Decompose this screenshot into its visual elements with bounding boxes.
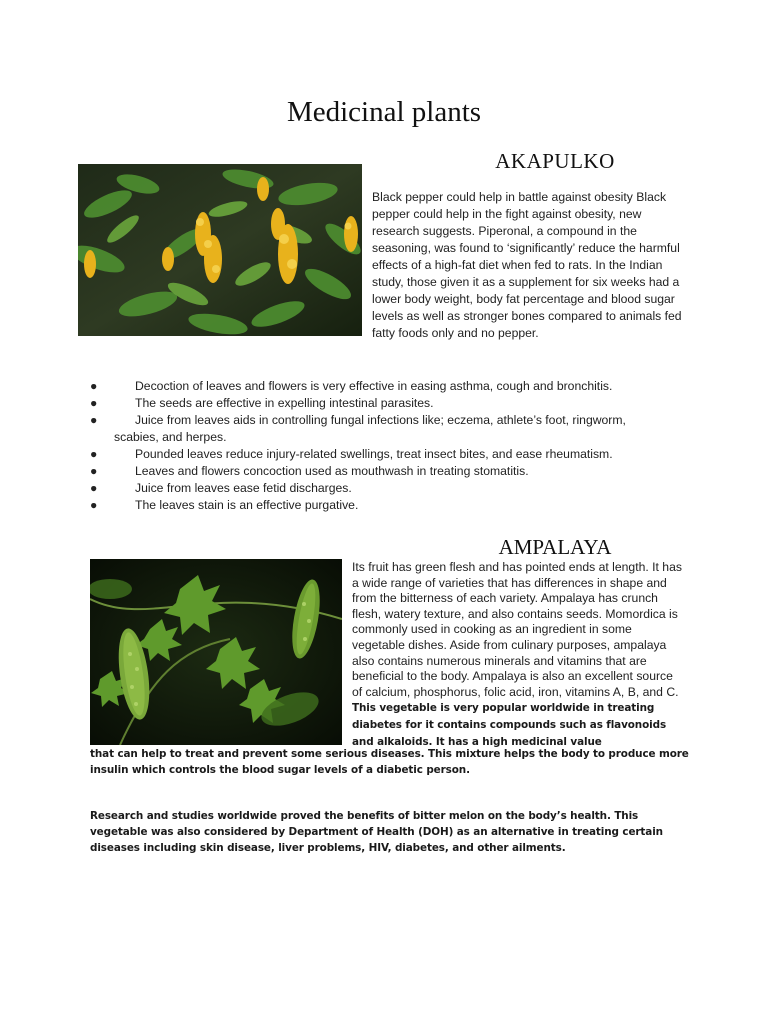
- list-item-continuation: scabies, and herpes.: [114, 430, 227, 444]
- ampalaya-plant-illustration: [90, 559, 342, 745]
- bullet-icon: ●: [90, 447, 98, 461]
- akapulko-description: Black pepper could help in battle against obesity Black pepper could help in the fight against obesity, new research suggests. Piperonal, a compound in the seasoning, was found to ‘significantly’ reduce the harmful effects of a high-fat diet when fed to rats. In the Indian study, those given it as a supplement for six weeks had a lower body weight, body fat percentage and blood sugar levels as well as stronger bones compared to animals fed fatty foods only and no pepper.: [372, 190, 682, 340]
- ampalaya-photo: [90, 559, 342, 745]
- ampalaya-research-paragraph: Research and studies worldwide proved the benefits of bitter melon on the body’s health. This vegetable was also considered by Department of Health (DOH) as an alternative in treating certain diseases including skin disease, liver problems, HIV, diabetes, and other ailments.: [90, 810, 663, 854]
- list-item: ● Leaves and flowers concoction used as mouthwash in treating stomatitis.: [90, 464, 529, 478]
- akapulko-uses-list: [88, 378, 658, 514]
- bullet-icon: ●: [90, 396, 98, 410]
- ampalaya-description-regular: Its fruit has green flesh and has pointed ends at length. It has a wide range of varieties that has differences in shape and from the bitterness of each variety. Ampalaya has crunch flesh, watery texture, and also contains seeds. Momordica is commonly used in cooking as an ingredient in some vegetable dishes. Aside from culinary purposes, ampalaya also contains numerous minerals and vitamins that are beneficial to the body. Ampalaya is also an excellent source of calcium, phosphorus, folic acid, iron, vitamins A, B, and C.: [352, 560, 682, 699]
- akapulko-plant-illustration: [78, 164, 362, 336]
- bullet-icon: ●: [90, 464, 98, 478]
- list-item: ● Juice from leaves ease fetid discharges.: [90, 481, 352, 495]
- bullet-icon: ●: [90, 481, 98, 495]
- list-item: ● Juice from leaves aids in controlling fungal infections like; eczema, athlete’s foot, ringworm, scabies, and herpes.: [88, 412, 658, 446]
- list-item: ● The leaves stain is an effective purgative.: [90, 498, 359, 512]
- ampalaya-heading: AMPALAYA: [498, 535, 612, 559]
- akapulko-heading: AKAPULKO: [495, 149, 615, 173]
- list-item: ● Pounded leaves reduce injury-related swellings, treat insect bites, and ease rheumatism.: [90, 447, 613, 461]
- list-item: ● The seeds are effective in expelling intestinal parasites.: [90, 396, 434, 410]
- list-item: ● Decoction of leaves and flowers is very effective in easing asthma, cough and bronchitis.: [90, 379, 613, 393]
- page-title: Medicinal plants: [286, 96, 482, 128]
- bullet-icon: ●: [90, 498, 98, 512]
- ampalaya-description-bold: This vegetable is very popular worldwide in treating diabetes for it contains compounds such as flavonoids and alkaloids. It has a high medicinal value: [352, 702, 667, 748]
- ampalaya-description-continued: that can help to treat and prevent some serious diseases. This mixture helps the body to produce more insulin which controls the blood sugar levels of a diabetic person.: [90, 748, 689, 776]
- akapulko-photo: [78, 164, 362, 336]
- bullet-icon: ●: [90, 379, 98, 393]
- ampalaya-description: [352, 560, 682, 750]
- bullet-icon: ●: [90, 413, 98, 427]
